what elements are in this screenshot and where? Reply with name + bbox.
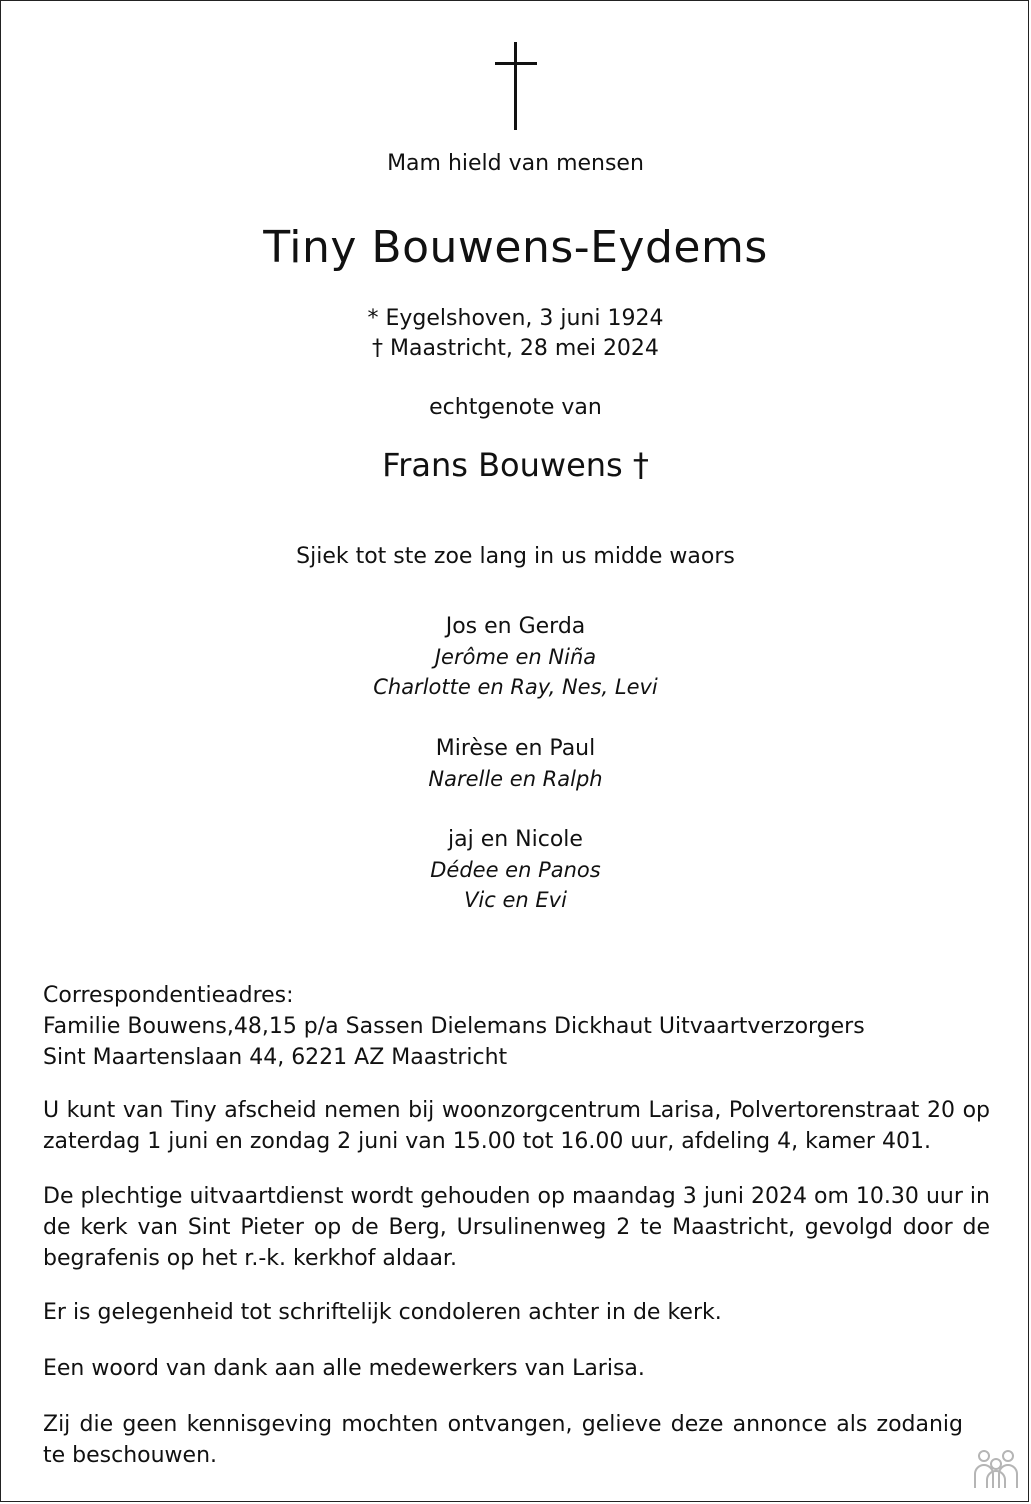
latin-cross-icon xyxy=(495,42,537,130)
correspondence-line: Familie Bouwens,48,15 p/a Sassen Dielemans Dickhaut Uitvaartverzorgers xyxy=(43,1014,865,1039)
family-grandchildren: Dédee en Panos xyxy=(430,858,601,882)
notice-paragraph: Zij die geen kennisgeving mochten ontvangen, gelieve deze annonce als zodanig te beschouwen. xyxy=(43,1412,963,1468)
family-grandchildren: Vic en Evi xyxy=(464,888,567,912)
correspondence-address xyxy=(43,980,990,1073)
people-group-logo xyxy=(970,1448,1022,1490)
family-parents: Jos en Gerda xyxy=(445,614,586,639)
farewell-paragraph: U kunt van Tiny afscheid nemen bij woonzorgcentrum Larisa, Polvertorenstraat 20 op zaterdag 1 juni en zondag 2 juni van 15.00 tot 16.00 uur, afdeling 4, kamer 401. xyxy=(43,1098,990,1154)
family-grandchildren: Narelle en Ralph xyxy=(428,767,603,791)
spouse-intro: echtgenote van xyxy=(429,395,602,420)
dialect-line: Sjiek tot ste zoe lang in us midde waors xyxy=(296,544,735,569)
birth-line: * Eygelshoven, 3 juni 1924 xyxy=(367,306,664,331)
condolence-paragraph: Er is gelegenheid tot schriftelijk condoleren achter in de kerk. xyxy=(43,1300,722,1325)
spouse-name: Frans Bouwens † xyxy=(382,446,649,484)
family-grandchildren: Charlotte en Ray, Nes, Levi xyxy=(373,675,658,699)
deceased-name: Tiny Bouwens-Eydems xyxy=(263,222,768,273)
death-line: † Maastricht, 28 mei 2024 xyxy=(372,336,659,361)
family-parents: jaj en Nicole xyxy=(448,827,583,852)
correspondence-label: Correspondentieadres: xyxy=(43,983,294,1008)
family-parents: Mirèse en Paul xyxy=(435,736,596,761)
thanks-paragraph: Een woord van dank aan alle medewerkers van Larisa. xyxy=(43,1356,645,1381)
correspondence-line: Sint Maartenslaan 44, 6221 AZ Maastricht xyxy=(43,1045,508,1070)
motto: Mam hield van mensen xyxy=(387,151,644,176)
family-grandchildren: Jerôme en Niña xyxy=(434,645,597,669)
service-paragraph: De plechtige uitvaartdienst wordt gehouden op maandag 3 juni 2024 om 10.30 uur in de kerk van Sint Pieter op de Berg, Ursulinenweg 2 te Maastricht, gevolgd door de begrafenis op het r.-k. kerkhof aldaar. xyxy=(43,1184,990,1271)
